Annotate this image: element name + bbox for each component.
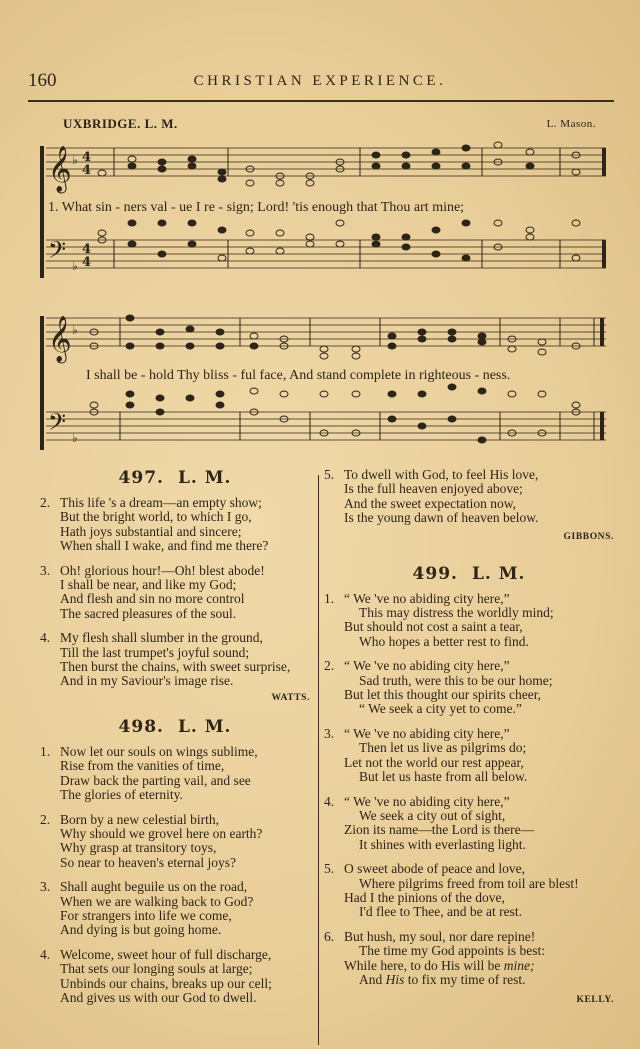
page-number: 160 — [28, 70, 57, 91]
page-header — [28, 70, 612, 94]
svg-text:♭: ♭ — [72, 153, 78, 167]
svg-text:𝄞: 𝄞 — [48, 316, 72, 362]
composer: L. Mason. — [546, 118, 596, 130]
music-staff-icon — [40, 138, 610, 298]
svg-text:4: 4 — [82, 150, 92, 165]
stanza: 1. Now let our souls on wings sublime, Rise from the vanities of time, Draw back the parting vail, and see The glories of eternity. — [40, 743, 258, 803]
lyric-line-1: 1. What sin - ners val - ue I re - sign; Lord! 'tis enough that Thou art mine; — [48, 200, 465, 215]
svg-text:𝄢: 𝄢 — [48, 408, 67, 441]
stanza: 4. My flesh shall slumber in the ground, Till the last trumpet's joyful sound; Then burst the chains, with sweet surprise, And in my Saviour's image rise. — [40, 630, 291, 689]
stanza: 3. Oh! glorious hour!—Oh! blest abode! I shall be near, and like my God; And flesh and sin no more control The sacred pleasures of the soul. — [40, 562, 265, 621]
stanza: 5. To dwell with God, to feel His love, Is the full heaven enjoyed above; And the sweet expectation now, Is the young dawn of heaven below. — [324, 467, 539, 526]
svg-text:4: 4 — [82, 255, 92, 270]
svg-text:♭: ♭ — [72, 431, 78, 445]
stanza: 6. But hush, my soul, nor dare repine! The time my God appoints is best: While here, to do His will be mine; And His to fix my time of rest. — [324, 928, 545, 987]
stanza: 2. “ We 've no abiding city here,” Sad truth, were this to be our home; But let this thought our spirits cheer, “ We seek a city yet to come.” — [324, 658, 553, 717]
hymn-498-heading: 498. L. M. — [118, 716, 232, 737]
stanza: 3. “ We 've no abiding city here,” Then let us live as pilgrims do; Let not the world our rest appear, But let us haste from all below. — [324, 725, 528, 785]
author-attribution: KELLY. — [576, 995, 614, 1006]
stanza: 1. “ We 've no abiding city here,” This may distress the worldly mind; But should not cost a saint a tear, Who hopes a better rest to find. — [324, 590, 554, 649]
music-system-2 — [40, 308, 610, 458]
music-system-1 — [40, 138, 610, 298]
running-title: CHRISTIAN EXPERIENCE. — [193, 73, 447, 89]
stanza: 2. This life 's a dream—an empty show; But the bright world, to which I go, Hath joys substantial and sincere; When shall I wake, and find me there? — [40, 495, 269, 554]
stanza: 5. O sweet abode of peace and love, Where pilgrims freed from toil are blest! Had I the pinions of the dove, I'd flee to Thee, and be at rest. — [324, 861, 579, 920]
right-column — [324, 468, 614, 1019]
svg-text:♭: ♭ — [72, 259, 78, 273]
svg-text:♭: ♭ — [72, 323, 78, 337]
stanza: 3. Shall aught beguile us on the road, When we are walking back to God? For strangers into life we come, And dying is but going home. — [40, 879, 254, 938]
svg-text:𝄢: 𝄢 — [48, 236, 67, 269]
svg-text:𝄞: 𝄞 — [48, 146, 72, 192]
svg-text:4: 4 — [82, 163, 92, 178]
stanza: 4. “ We 've no abiding city here,” We seek a city out of sight, Zion its name—the Lord is there— It shines with everlasting light. — [324, 793, 535, 852]
hymn-497-heading: 497. L. M. — [118, 468, 232, 488]
author-attribution: WATTS. — [271, 692, 310, 703]
stanza: 4. Welcome, sweet hour of full discharge, That sets our longing souls at large; Unbinds our chains, breaks up our cell; And gives us with our God to dwell. — [40, 946, 272, 1005]
svg-text:4: 4 — [82, 242, 92, 257]
hymn-499-heading: 499. L. M. — [412, 563, 526, 584]
left-column — [40, 468, 310, 1015]
tune-name: UXBRIDGE. L. M. — [63, 116, 178, 131]
author-attribution: GIBBONS. — [563, 531, 614, 542]
column-divider — [318, 475, 319, 1045]
stanza: 2. Born by a new celestial birth, Why should we grovel here on earth? Why grasp at transitory toys, So near to heaven's eternal joys? — [40, 811, 263, 870]
lyric-line-2: I shall be - hold Thy bliss - ful face, And stand complete in righteous - ness. — [86, 368, 511, 383]
header-rule — [28, 100, 614, 102]
